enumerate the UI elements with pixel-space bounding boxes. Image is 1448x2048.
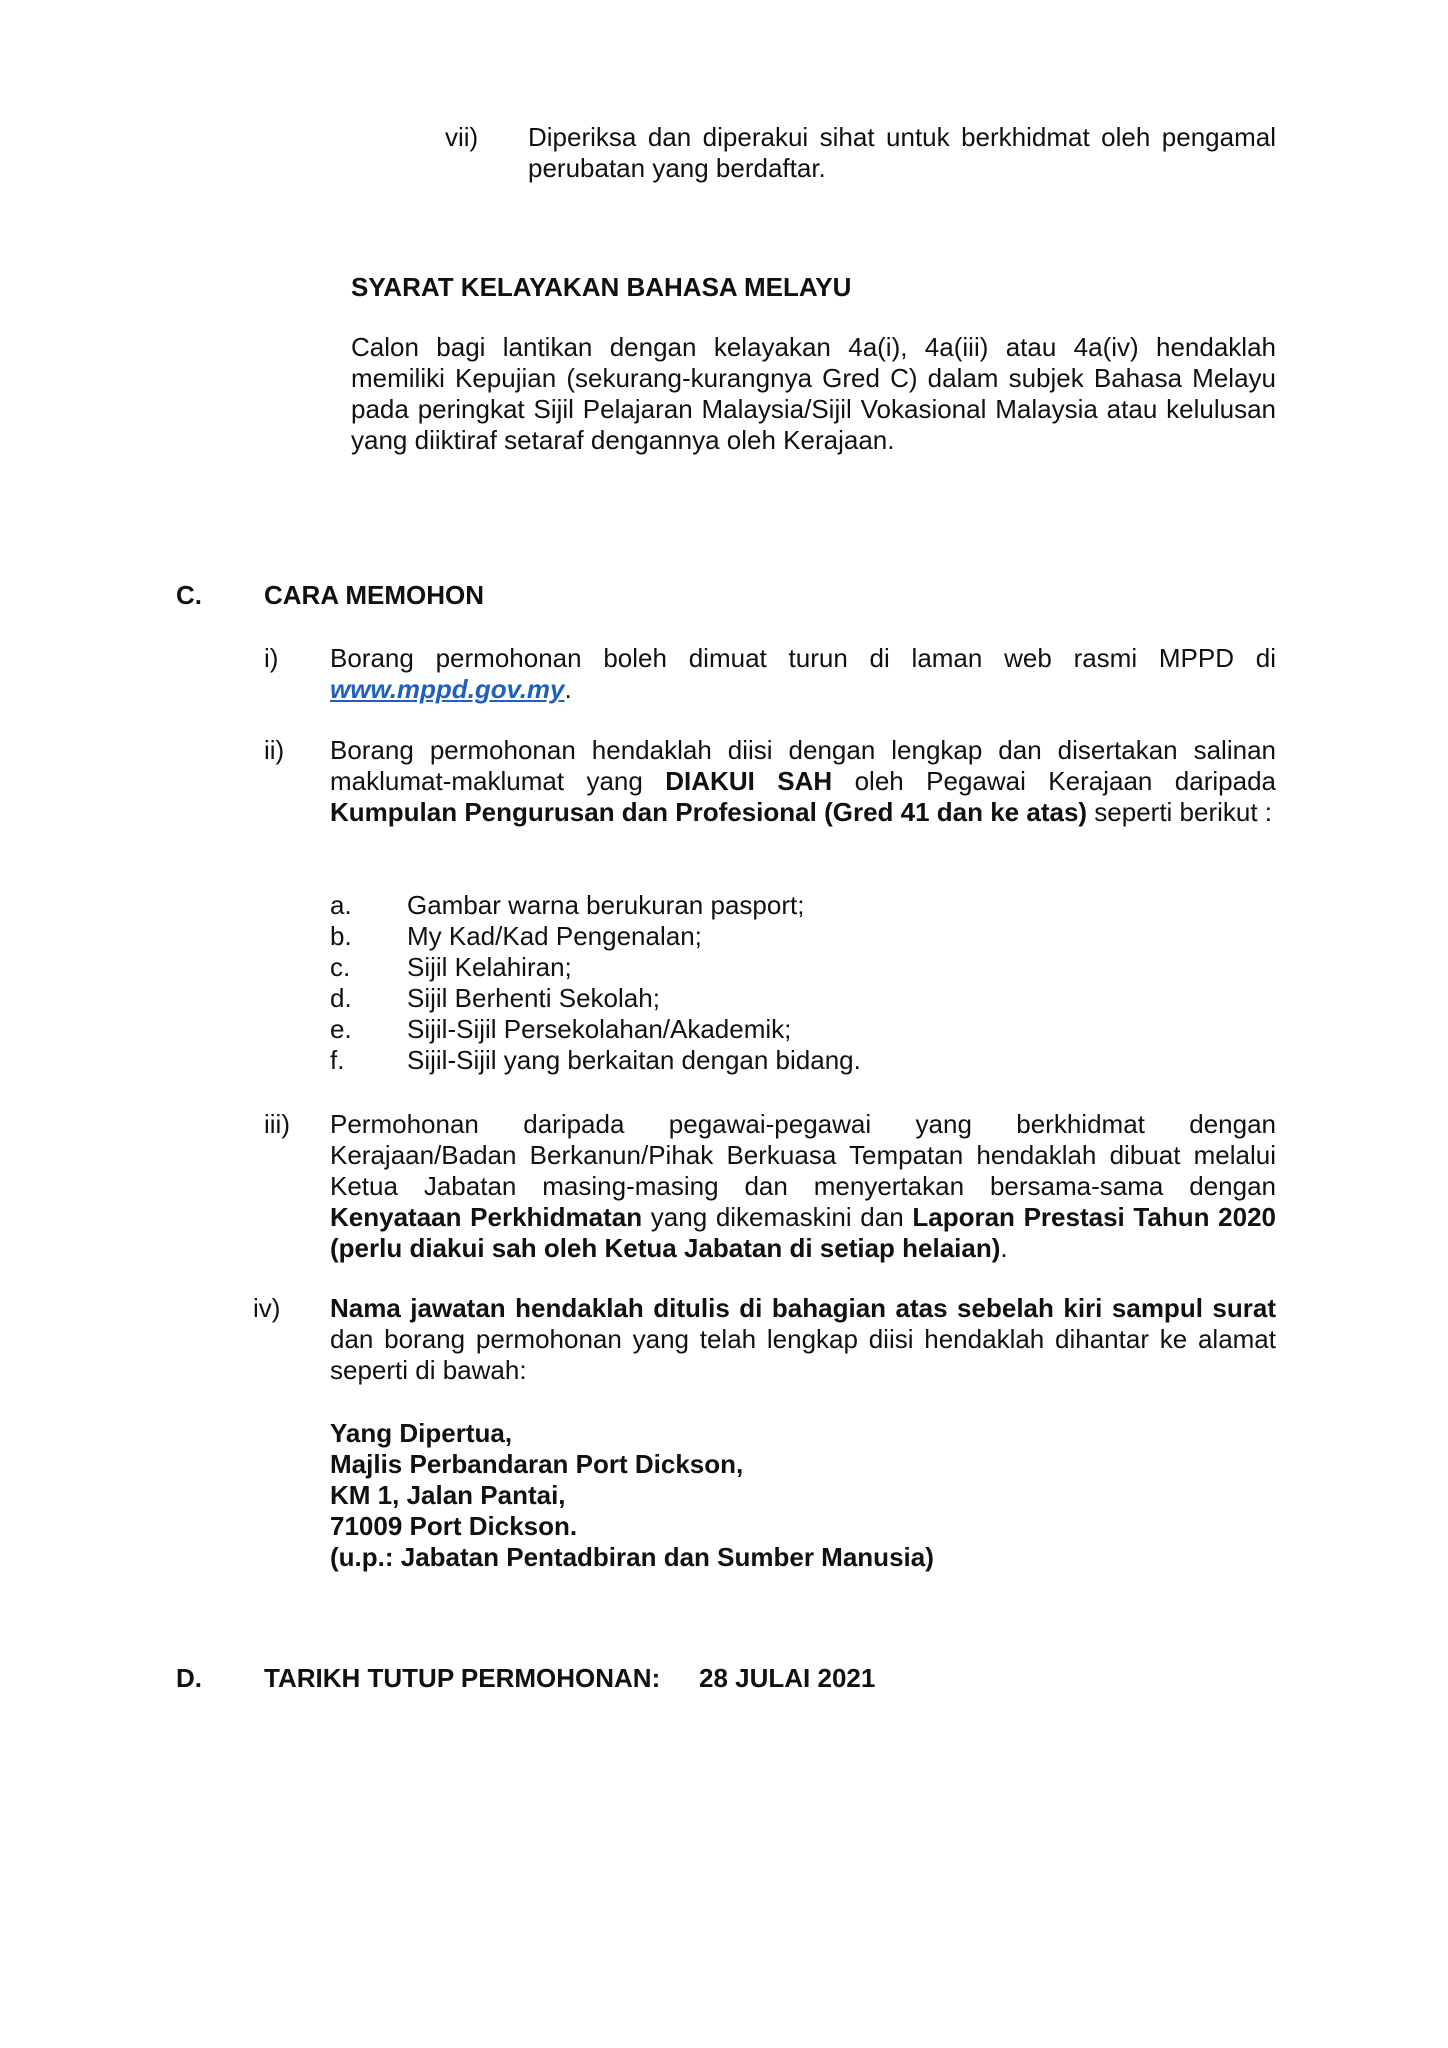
address-line: KM 1, Jalan Pantai, xyxy=(330,1480,566,1510)
item-ii-bold-2: Kumpulan Pengurusan dan Profesional (Gred 41 dan ke atas) xyxy=(330,797,1088,827)
item-ii-text-3: seperti berikut : xyxy=(1087,797,1273,827)
section-d-title: TARIKH TUTUP PERMOHONAN: xyxy=(264,1663,661,1693)
list-item-text: Sijil-Sijil Persekolahan/Akademik; xyxy=(407,1014,792,1044)
list-item xyxy=(330,1045,861,1076)
item-iii-number: iii) xyxy=(264,1109,290,1139)
item-iii-text-1: Permohonan daripada pegawai-pegawai yang berkhidmat dengan Kerajaan/Badan Berkanun/Pihak Berkuasa Tempatan hendaklah dibuat melalui Ketua Jabatan masing-masing dan menyertakan bersama-sama dengan xyxy=(330,1109,1276,1201)
mppd-website-link[interactable]: www.mppd.gov.my xyxy=(330,674,565,704)
list-item-text: My Kad/Kad Pengenalan; xyxy=(407,921,702,951)
list-item-letter: e. xyxy=(330,1014,352,1044)
item-i-text xyxy=(330,643,1276,705)
document-list xyxy=(330,890,861,1076)
list-item-letter: f. xyxy=(330,1045,345,1075)
bm-requirement-heading: SYARAT KELAYAKAN BAHASA MELAYU xyxy=(351,272,852,302)
item-i-number: i) xyxy=(264,643,279,673)
section-c-title: CARA MEMOHON xyxy=(264,580,485,610)
list-item-text: Sijil-Sijil yang berkaitan dengan bidang. xyxy=(407,1045,861,1075)
list-item xyxy=(330,1014,861,1045)
list-item xyxy=(330,952,861,983)
section-c-letter: C. xyxy=(176,580,202,610)
item-iv-bold-1: Nama jawatan hendaklah ditulis di bahagian atas sebelah kiri sampul surat xyxy=(330,1293,1276,1323)
item-iii-bold-2: Laporan Prestasi Tahun 2020 (perlu diakui sah oleh Ketua Jabatan di setiap helaian) xyxy=(330,1202,1276,1263)
list-item-letter: b. xyxy=(330,921,352,951)
mailing-address xyxy=(330,1418,934,1573)
item-iii-text xyxy=(330,1109,1276,1264)
address-line: 71009 Port Dickson. xyxy=(330,1511,578,1541)
item-ii-number: ii) xyxy=(264,735,285,765)
list-item-letter: c. xyxy=(330,952,351,982)
item-iii-text-3: . xyxy=(1000,1233,1008,1263)
item-ii-text xyxy=(330,735,1276,828)
address-line: Majlis Perbandaran Port Dickson, xyxy=(330,1449,744,1479)
item-i-text-before: Borang permohonan boleh dimuat turun di laman web rasmi MPPD di xyxy=(330,643,1276,673)
item-ii-bold-1: DIAKUI SAH xyxy=(665,766,833,796)
address-line: (u.p.: Jabatan Pentadbiran dan Sumber Manusia) xyxy=(330,1542,934,1572)
closing-date: 28 JULAI 2021 xyxy=(699,1663,876,1693)
list-item-text: Sijil Berhenti Sekolah; xyxy=(407,983,660,1013)
list-item xyxy=(330,890,861,921)
item-i-text-after: . xyxy=(564,674,572,704)
section-d-letter: D. xyxy=(176,1663,202,1693)
item-iv-text-1: dan borang permohonan yang telah lengkap diisi hendaklah dihantar ke alamat seperti di bawah: xyxy=(330,1324,1276,1385)
item-iv-text xyxy=(330,1293,1276,1386)
item-ii-text-1: Borang permohonan hendaklah diisi dengan lengkap dan disertakan salinan maklumat-maklumat yang xyxy=(330,735,1276,796)
bm-requirement-paragraph: Calon bagi lantikan dengan kelayakan 4a(i), 4a(iii) atau 4a(iv) hendaklah memiliki Kepujian (sekurang-kurangnya Gred C) dalam subjek Bahasa Melayu pada peringkat Sijil Pelajaran Malaysia/Sijil Vokasional Malaysia atau kelulusan yang diiktiraf setaraf dengannya oleh Kerajaan. xyxy=(351,332,1276,455)
list-item xyxy=(330,921,861,952)
item-iii-text-2: yang dikemaskini dan xyxy=(642,1202,913,1232)
list-item-text: Gambar warna berukuran pasport; xyxy=(407,890,805,920)
list-item-letter: d. xyxy=(330,983,352,1013)
item-iii-bold-1: Kenyataan Perkhidmatan xyxy=(330,1202,643,1232)
item-vii-number: vii) xyxy=(445,122,479,152)
item-iv-number: iv) xyxy=(253,1293,281,1323)
list-item xyxy=(330,983,861,1014)
item-ii-text-2: oleh Pegawai Kerajaan daripada xyxy=(832,766,1276,796)
item-vii-text: Diperiksa dan diperakui sihat untuk berkhidmat oleh pengamal perubatan yang berdaftar. xyxy=(528,122,1276,183)
address-line: Yang Dipertua, xyxy=(330,1418,513,1448)
list-item-letter: a. xyxy=(330,890,352,920)
list-item-text: Sijil Kelahiran; xyxy=(407,952,572,982)
